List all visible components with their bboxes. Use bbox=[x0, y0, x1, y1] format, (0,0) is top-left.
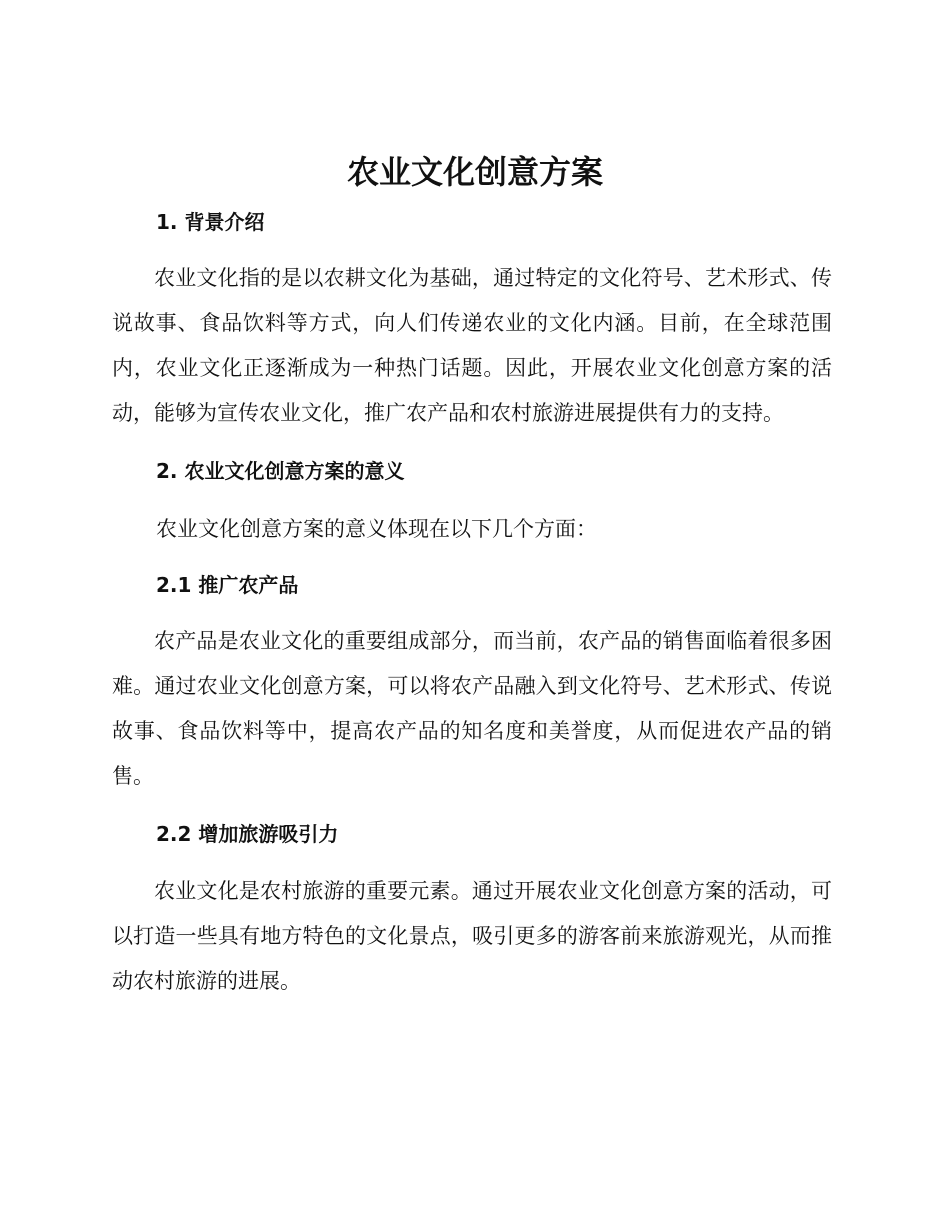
section-heading-promote-products: 2.1 推广农产品 bbox=[156, 573, 299, 597]
section-heading-tourism: 2.2 增加旅游吸引力 bbox=[156, 822, 339, 846]
paragraph-promote-products: 农产品是农业文化的重要组成部分，而当前，农产品的销售面临着很多困难。通过农业文化创意方案，可以将农产品融入到文化符号、艺术形式、传说故事、食品饮料等中，提高农产品的知名度和美誉度，从而促进农产品的销售。 bbox=[112, 629, 832, 788]
section-heading-background: 1. 背景介绍 bbox=[156, 210, 265, 234]
paragraph-tourism: 农业文化是农村旅游的重要元素。通过开展农业文化创意方案的活动，可以打造一些具有地方特色的文化景点，吸引更多的游客前来旅游观光，从而推动农村旅游的进展。 bbox=[112, 879, 832, 993]
paragraph-background: 农业文化指的是以农耕文化为基础，通过特定的文化符号、艺术形式、传说故事、食品饮料等方式，向人们传递农业的文化内涵。目前，在全球范围内，农业文化正逐渐成为一种热门话题。因此，开展农业文化创意方案的活动，能够为宣传农业文化，推广农产品和农村旅游进展提供有力的支持。 bbox=[112, 266, 832, 425]
paragraph-significance-intro: 农业文化创意方案的意义体现在以下几个方面： bbox=[156, 517, 597, 541]
section-heading-significance: 2. 农业文化创意方案的意义 bbox=[156, 459, 405, 483]
document-title: 农业文化创意方案 bbox=[346, 153, 603, 191]
